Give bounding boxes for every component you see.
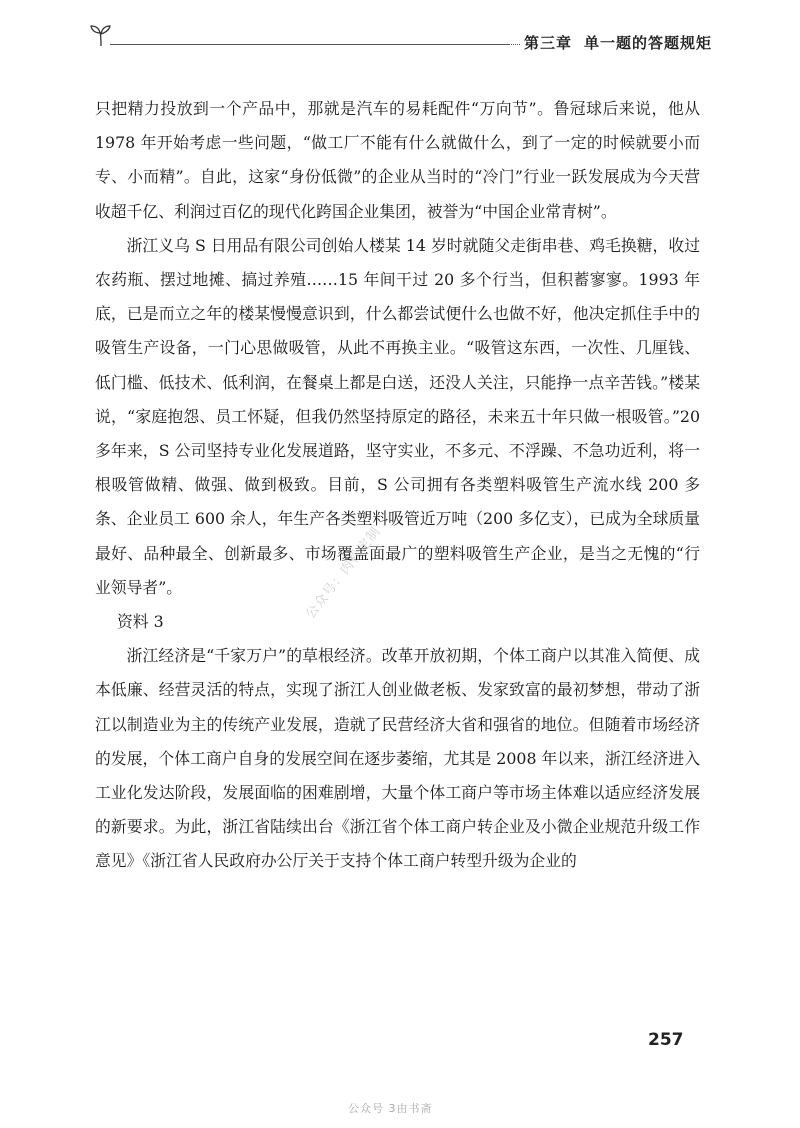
running-title [524, 32, 714, 53]
header-rule-dots [508, 44, 520, 45]
section-heading: 资料 3 [117, 612, 164, 632]
paragraph: 浙江义乌 S 日用品有限公司创始人楼某 14 岁时就随父走街串巷、鸡毛换糖，收过农药瓶、摆过地摊、搞过养殖……15 年间干过 20 多个行当，但积蓄寥寥。1993 年底，已是而立之年的楼某慢慢意识到，什么都尝试便什么也做不好，他决定抓住手中的吸管生产设备，一门心思做吸管，从此不再换主业。“吸管这东西，一次性、几厘钱、低门槛、低技术、低利润，在餐桌上都是白送，还没人关注，只能挣一点辛苦钱。”楼某说，“家庭抱怨、员工怀疑，但我仍然坚持原定的路径，未来五十年只做一根吸管。”20 多年来，S 公司坚持专业化发展道路，坚守实业，不多元、不浮躁、不急功近利，将一根吸管做精、做强、做到极致。目前，S 公司拥有各类塑料吸管生产流水线 200 多条、企业员工 600 余人，年生产各类塑料吸管近万吨（200 多亿支），已成为全球质量最好、品种最全、创新最多、市场覆盖面最广的塑料吸管生产企业，是当之无愧的“行业领导者”。 [95, 235, 700, 597]
chapter-title: 单一题的答题规矩 [584, 34, 713, 52]
chapter-label: 第三章 [524, 34, 573, 52]
header-rule [110, 44, 508, 45]
running-header [88, 22, 713, 56]
paragraph: 只把精力投放到一个产品中，那就是汽车的易耗配件“万向节”。鲁冠球后来说，他从 1978 年开始考虑一些问题，“做工厂不能有什么就做什么，到了一定的时候就要小而专、小而精”。自此，这家“身份低微”的企业从当时的“冷门”行业一跃发展成为今天营收超千亿、利润过百亿的现代化跨国企业集团，被誉为“中国企业常青树”。 [95, 99, 700, 221]
watermark: 公众号：肉松定制 [303, 524, 384, 622]
paragraph: 浙江经济是“千家万户”的草根经济。改革开放初期，个体工商户以其准入简便、成本低廉、经营灵活的特点，实现了浙江人创业做老板、发家致富的最初梦想，带动了浙江以制造业为主的传统产业发展，造就了民营经济大省和强省的地位。但随着市场经济的发展，个体工商户自身的发展空间在逐步萎缩，尤其是 2008 年以来，浙江经济进入工业化发达阶段，发展面临的困难剧增，大量个体工商户等市场主体难以适应经济发展的新要求。为此，浙江省陆续出台《浙江省个体工商户转企业及小微企业规范升级工作意见》《浙江省人民政府办公厅关于支持个体工商户转型升级为企业的 [95, 646, 700, 871]
body-text [95, 92, 700, 879]
footer-mark: 公众号 3由书斋 [348, 1102, 433, 1115]
page-number: 257 [648, 1030, 684, 1050]
